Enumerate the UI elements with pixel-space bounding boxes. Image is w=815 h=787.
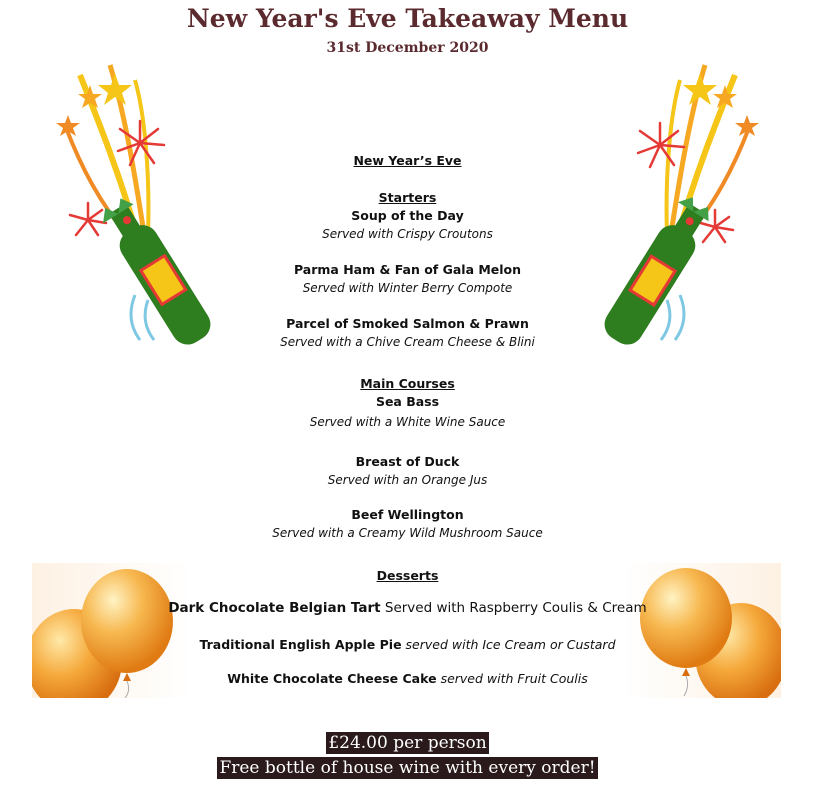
star-icon	[98, 73, 132, 105]
dish-description: Served with a Creamy Wild Mushroom Sauce	[272, 526, 543, 540]
dish-description: served with Ice Cream or Custard	[405, 637, 616, 652]
dish-name: Sea Bass	[375, 394, 440, 409]
dish-description: Served with Crispy Croutons	[322, 227, 493, 241]
dish-name: Dark Chocolate Belgian Tart	[168, 600, 381, 616]
dish-description: Served with Raspberry Coulis & Cream	[384, 600, 647, 616]
page-title: New Year's Eve Takeaway Menu	[186, 4, 629, 33]
section-desserts: Desserts	[376, 568, 439, 583]
star-icon	[683, 73, 717, 105]
price-text: £24.00 per person	[328, 733, 487, 753]
dish-description: Served with Winter Berry Compote	[302, 281, 513, 295]
section-main-courses: Main Courses	[360, 376, 455, 391]
dish-description: served with Fruit Coulis	[440, 671, 588, 686]
dish-name: Beef Wellington	[351, 507, 464, 522]
dish-name: Parcel of Smoked Salmon & Prawn	[286, 316, 529, 331]
menu-heading: New Year’s Eve	[353, 153, 462, 168]
offer-banner	[0, 758, 815, 778]
dish-description: Served with an Orange Jus	[327, 473, 488, 487]
dish-name: Soup of the Day	[351, 208, 464, 223]
dessert-item	[0, 637, 815, 652]
menu-date: 31st December 2020	[326, 40, 489, 56]
dessert-item	[0, 671, 815, 686]
dish-name: Traditional English Apple Pie	[199, 637, 402, 652]
price-banner	[0, 733, 815, 753]
dish-name: White Chocolate Cheese Cake	[227, 671, 437, 686]
section-starters: Starters	[378, 190, 437, 205]
dish-name: Parma Ham & Fan of Gala Melon	[293, 262, 522, 277]
offer-text: Free bottle of house wine with every order!	[219, 758, 596, 778]
dish-description: Served with a Chive Cream Cheese & Blini	[280, 335, 535, 349]
dish-description: Served with a White Wine Sauce	[309, 415, 506, 429]
dish-name: Breast of Duck	[355, 454, 460, 469]
dessert-item	[0, 600, 815, 616]
